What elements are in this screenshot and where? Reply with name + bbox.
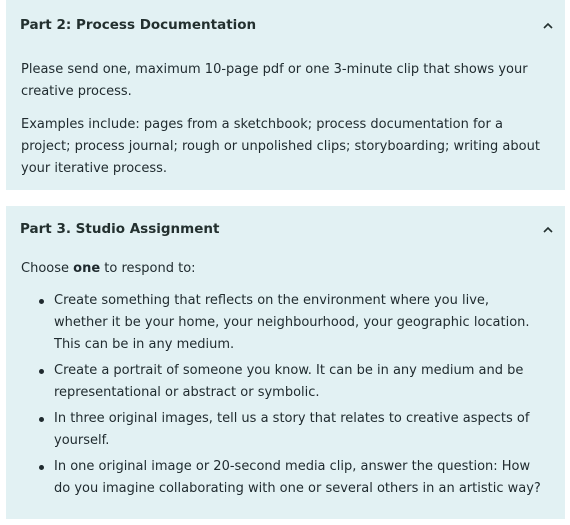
list-item [6,290,546,356]
assignment-options-list [6,290,546,504]
list-item-text: In one original image or 20-second media clip, answer the question: How do you imagine collaborating with one or several others in an artistic way? [54,459,541,496]
list-item-text: Create something that reflects on the environment where you live, whether it be your home, your neighbourhood, your geographic location. This can be in any medium. [54,293,530,352]
list-item [6,456,546,500]
choose-emphasis: one [73,261,101,276]
list-item [6,408,546,452]
bullet-icon [39,369,44,374]
list-item [6,360,546,404]
choose-suffix: to respond to: [100,261,196,276]
bullet-icon [39,417,44,422]
choose-instruction [21,258,196,280]
part2-accordion-header[interactable] [6,0,565,50]
part3-accordion-header[interactable] [6,206,565,252]
bullet-icon [39,299,44,304]
part3-title: Part 3. Studio Assignment [20,221,220,237]
list-item-text: Create a portrait of someone you know. It can be in any medium and be representational or abstract or symbolic. [54,363,524,400]
chevron-up-icon[interactable] [541,18,555,32]
chevron-up-icon[interactable] [541,222,555,236]
bullet-icon [39,465,44,470]
part2-title: Part 2: Process Documentation [20,17,257,33]
part2-paragraph-2: Examples include: pages from a sketchbook; process documentation for a project; process journal; rough or unpolished clips; storyboarding; writing about your iterative process. [21,117,540,176]
choose-prefix: Choose [21,261,74,276]
part2-paragraph-1: Please send one, maximum 10-page pdf or one 3-minute clip that shows your creative process. [21,62,528,99]
list-item-text: In three original images, tell us a story that relates to creative aspects of yourself. [54,411,530,448]
